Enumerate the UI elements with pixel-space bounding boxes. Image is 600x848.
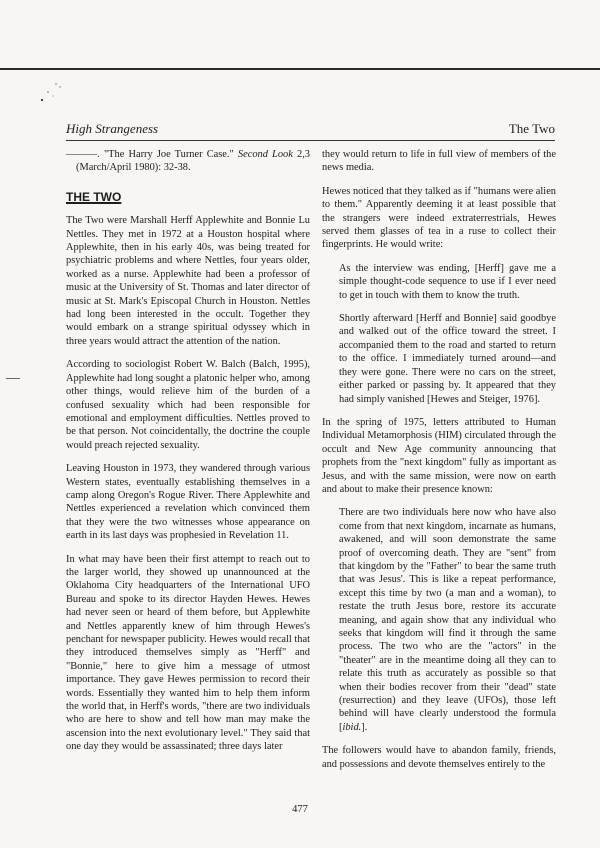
running-header [66,121,555,139]
paragraph: Leaving Houston in 1973, they wandered through various Western states, eventually establishing themselves in a camp along Oregon's Rogue River. There Applewhite and Nettles experienced a revelation which convinced them that they were the two witnesses whose appearance on earth in its last days was prophesied in Revelation 11. [66,463,310,542]
paragraph: Hewes noticed that they talked as if "humans were alien to them." Apparently deeming it at least possible that the strangers were indeed extraterrestrials, Hewes served them glasses of tea in a ruse to collect their fingerprints. He would write: [322,185,556,251]
margin-mark [6,378,20,379]
paragraph: In what may have been their first attempt to reach out to the larger world, they showed up unannounced at the Oklahoma City headquarters of the International UFO Bureau and spoke to its director Hayden Hewes. Hewes had never seen or heard of them before, but Applewhite and Nettles apparently knew of him through Hewes's penchant for newspaper publicity. Hewes would recall that they introduced themselves simply as "Herff" and "Bonnie," here to give him a message of utmost importance. They gave Hewes permission to record their words. Essentially they wanted him to help them inform the world that, in Herff's words, "there are two individuals who are here to show and tell how man may make the ascension into the next evolutionary level." They said that one day they would be assassinated; three days later [66,553,310,753]
reference-journal: Second Look [237,149,293,160]
paragraph: The Two were Marshall Herff Applewhite and Bonnie Lu Nettles. They met in 1972 at a Houston hospital where Applewhite, then in his early 40s, was being treated for psychiatric problems and where Nettles, four years older, worked as a nurse. Applewhite had been a professor of music at the University of St. Thomas and later director of music at St. Mark's Episcopal Church in Houston. Nettles had long been interested in the occult. Together they would embark on a strange spiritual odyssey which in three years would attract the attention of the nation. [66,215,310,347]
top-rule [0,68,600,70]
reference-title: "The Harry Joe Turner Case." [103,149,234,160]
book-title: High Strangeness [66,121,159,136]
block-quote [339,506,556,734]
reference-details: 2,3 (March/April 1980): 32-38. [76,149,310,174]
block-quote: As the interview was ending, [Herff] gave me a simple thought-code sequence to use if I ever need to get in touch with them to know the truth. [339,262,556,301]
quote-citation: ibid. [342,721,362,733]
scan-specks [38,78,68,108]
paragraph: In the spring of 1975, letters attributed to Human Individual Metamorphosis (HIM) circulated through the occult and New Age community announcing that prophets from the "next kingdom" fully as important as Jesus, and with the same mission, were now on earth and about to make their presence known: [322,416,556,495]
quote-close: ]. [361,721,368,733]
right-column [322,148,556,781]
section-title: The Two [508,121,555,136]
reference-entry [66,148,310,175]
left-column [66,148,310,764]
reference-dash: ———. [66,149,100,160]
header-rule [66,140,555,141]
block-quote: Shortly afterward [Herff and Bonnie] said goodbye and walked out of the office toward the street. I accompanied them to the road and started to return to the office. I immediately turned around—and they were gone. There were no cars on the street, either parked or passing by. It appeared that they had simply vanished [Hewes and Steiger, 1976]. [339,313,556,405]
paragraph: The followers would have to abandon family, friends, and possessions and devote themselves entirely to the [322,745,556,770]
section-heading: THE TWO [66,189,122,204]
paragraph: they would return to life in full view of members of the news media. [322,149,556,174]
paragraph: According to sociologist Robert W. Balch (Balch, 1995), Applewhite had long sought a platonic helper who, among other things, would relieve him of the burden of a confused sexuality which had been responsible for emotional and employment difficulties. Nettles proved to be that person. Not coincidentally, the doctrine the couple would preach rejected sexuality. [66,359,310,451]
quote-text: There are two individuals here now who have also come from that next kingdom, incarnate as humans, awakened, and will soon demonstrate the same proof of overcoming death. They are "sent" from that kingdom by the "Father" to bear the same truth that was Jesus'. This is like a repeat performance, except this time by two (a man and a woman), to restate the truth Jesus bore, restore its accurate meaning, and again show that any individual who seeks that kingdom will find it through the same process. The two who are the "actors" in the "theater" are in the meantime doing all they can to relate this truth as accurately as possible so that when their bodies recover from their "dead" state (resurrection) and they leave (UFOs), those left behind will have clearly understood the formula [ [339,507,556,733]
page-number: 477 [292,804,308,815]
